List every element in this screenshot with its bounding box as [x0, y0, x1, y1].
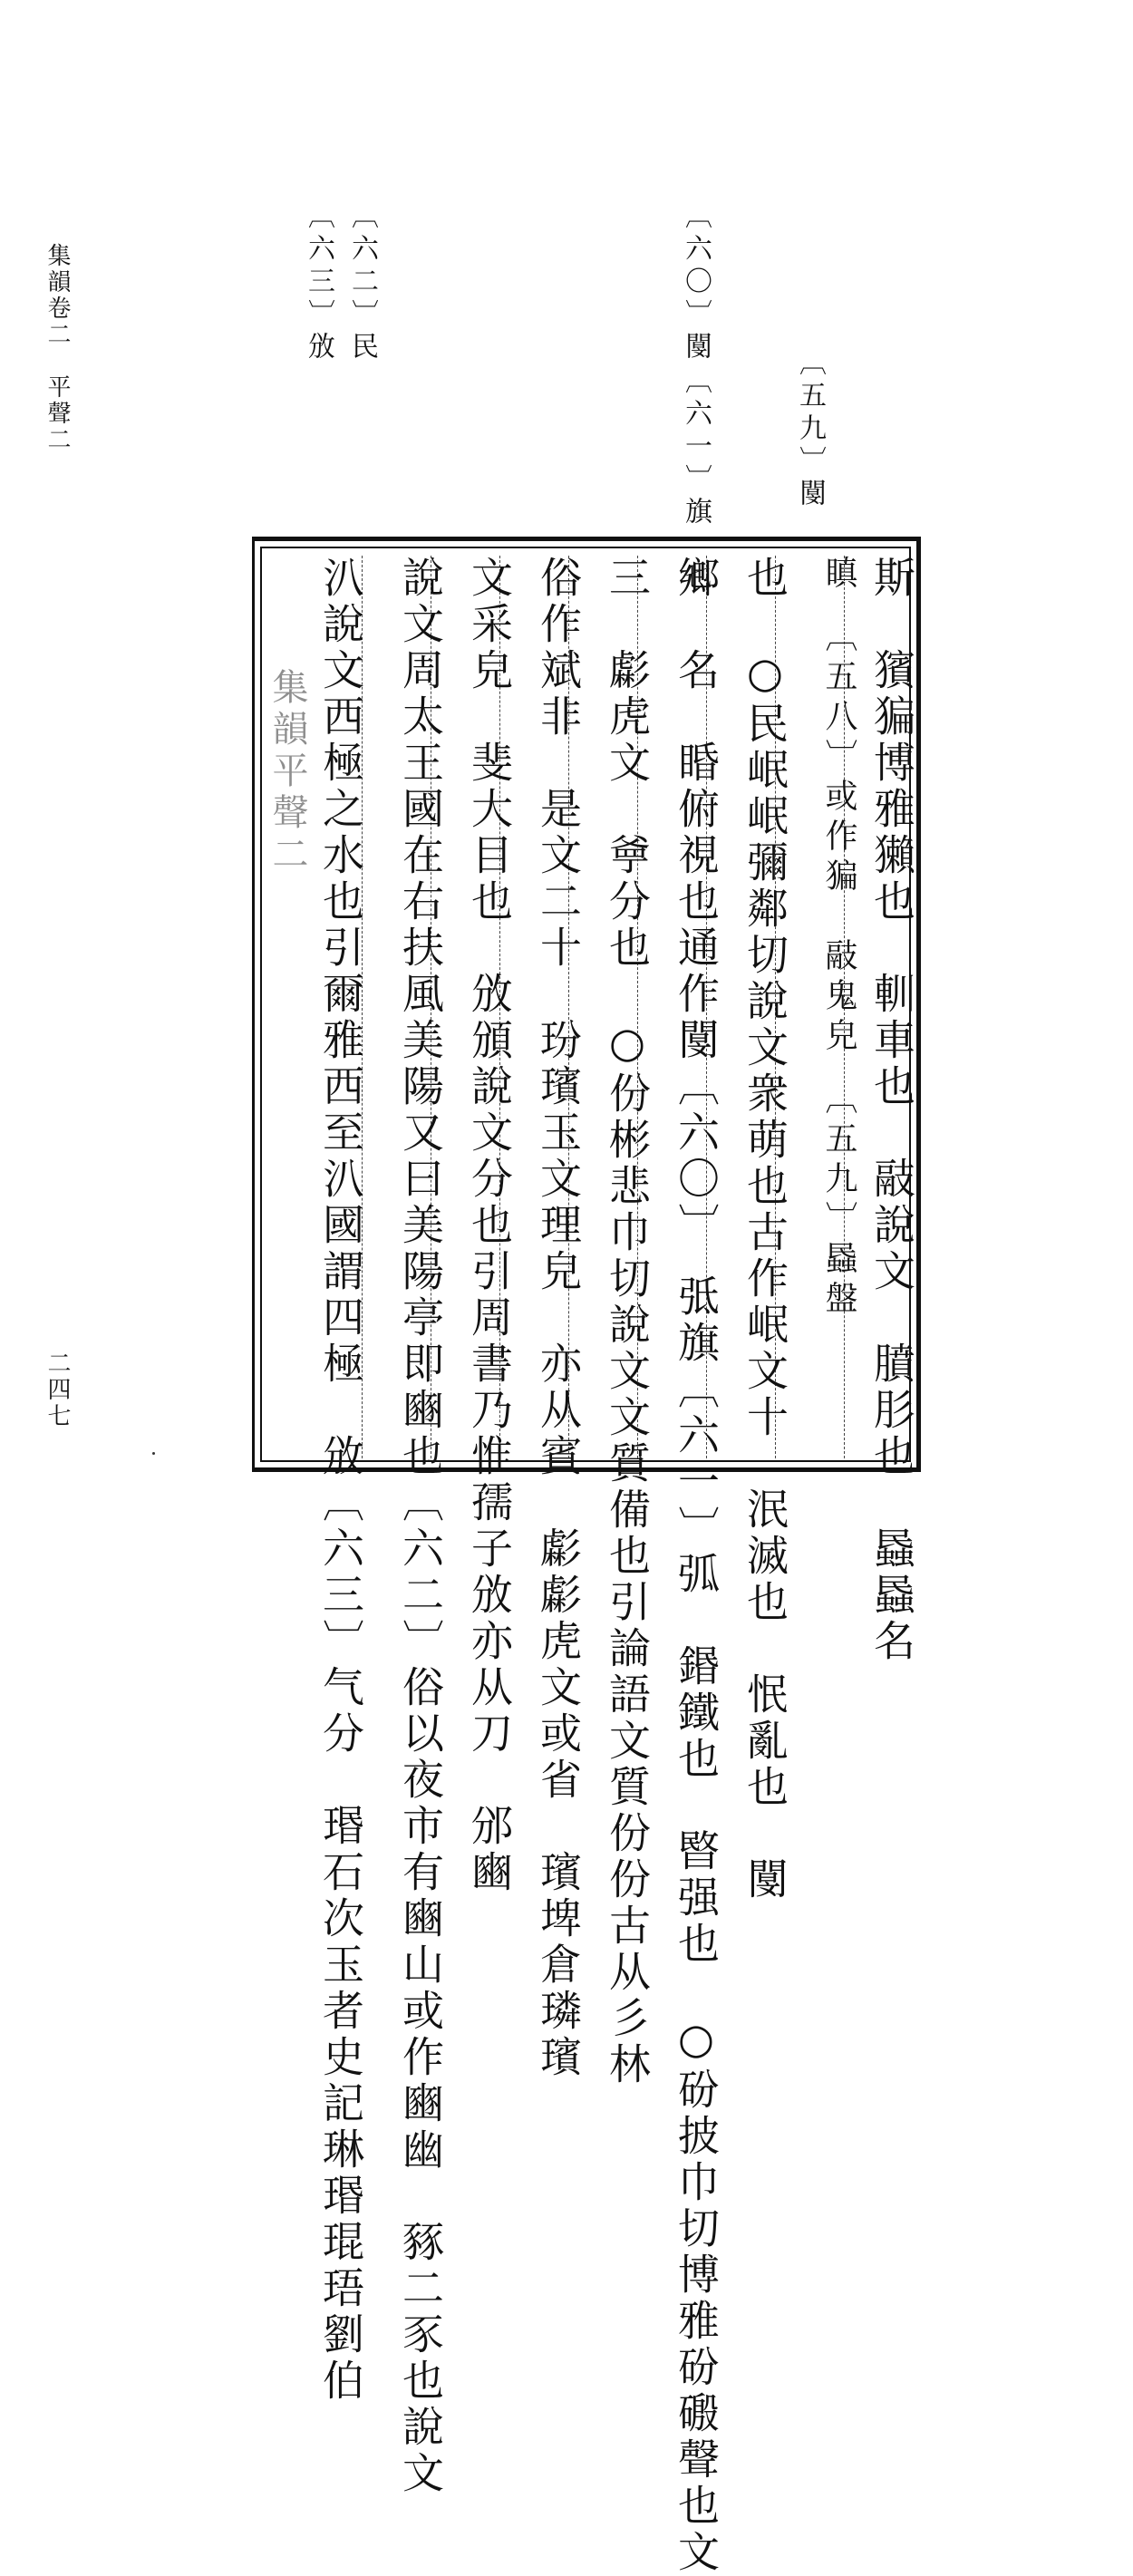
text-column-5: 三 虨虎文 㸘分也 ○份彬悲巾切說文文質備也引論語文質份份古从彡林	[603, 556, 652, 2088]
ink-speck	[152, 1452, 155, 1455]
collation-note-60: 〔六〇〕閺	[680, 201, 712, 364]
text-column-3: 也 ○民岷岷彌鄰切說文衆萌也古作岷文十 泯滅也 怋亂也 閺	[741, 556, 789, 1903]
text-column-8: 說文周太王國在右扶風美陽又曰美陽亭即豳也〔六二〕俗以夜市有豳山或作豳幽 豩二豕也說文	[396, 556, 445, 2497]
running-title: 集韻卷二 平聲二	[44, 243, 71, 453]
ghost-running-title: 集韻平聲二	[266, 668, 308, 876]
text-column-4: 鄉 名 睧俯視也通作閺〔六〇〕 弤旗〔六一〕弧 鍲鐵也 暋强也 ○砏披巾切博雅砏磤聲也文	[672, 556, 721, 2576]
text-column-1: 斯 獱猵博雅獺也 䡅車也 䰙說文 膹肜也 蟁蟁名	[867, 556, 916, 1665]
text-column-6: 俗作斌非 是文二十 玢璸玉文理皃 亦从賓 虨虨虎文或省 璸埤倉璘璸	[534, 556, 583, 2081]
collation-note-63: 〔六三〕攽	[303, 201, 334, 364]
text-column-7: 文采皃 斐大目也 攽頒說文分也引周書乃惟孺子攽亦从刀 邠豳	[465, 556, 514, 1896]
collation-note-61: 〔六一〕旗 也	[680, 366, 712, 595]
text-columns	[291, 556, 916, 2576]
text-column-9: 汃說文西極之水也引爾雅西至汃國謂四極 攽〔六三〕气分 瑉石次玉者史記琳瑉琨珸劉伯	[316, 556, 365, 2405]
collation-note-62: 〔六二〕民	[346, 201, 378, 364]
printed-text-block	[252, 537, 921, 2576]
collation-note-59: 〔五九〕閺	[794, 348, 826, 511]
text-column-2: 瞋 〔五八〕或作猵 䰙鬼皃 〔五九〕蟁盤	[820, 556, 857, 1321]
page-number: 二四七	[44, 1351, 71, 1429]
